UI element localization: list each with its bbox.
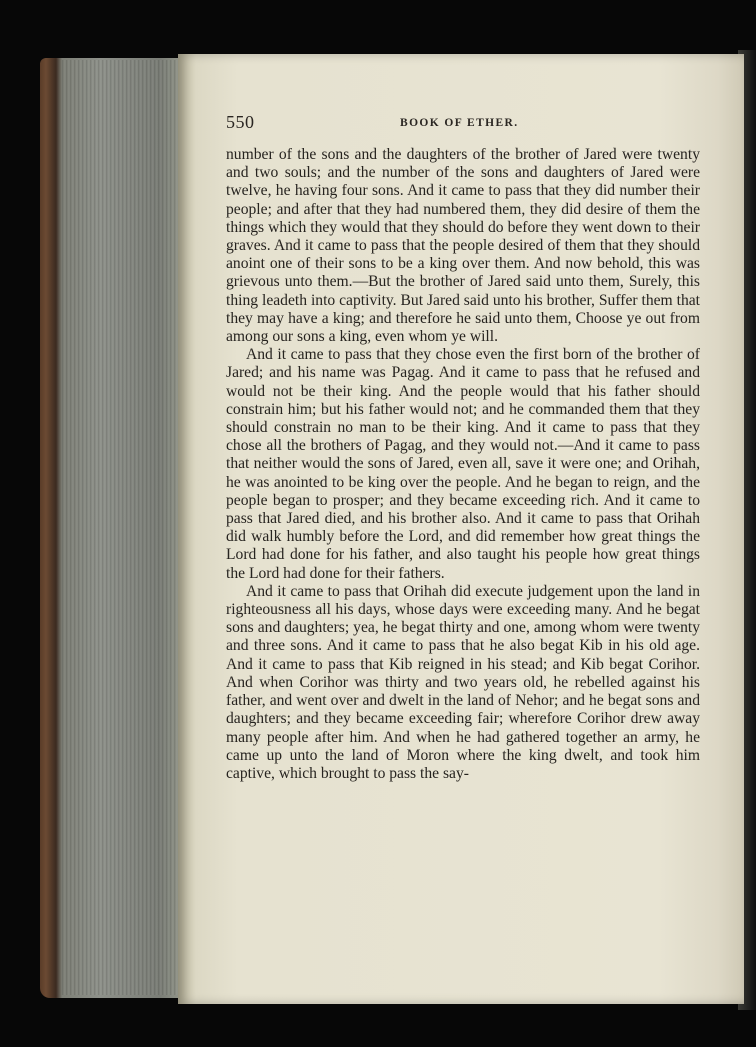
paragraph-1: number of the sons and the daughters of the brother of Jared were twenty and two souls; and the number of the sons and daughters of Jared were twelve, he having four sons. And it came to pass that they did number their people; and after that they had numbered them, they did desire of them the things which they would that they should do before they went down to their graves. And it came to pass that the people desired of them that they should anoint one of their sons to be a king over them. And now behold, this was grievous unto them.—But the brother of Jared said unto them, Surely, this thing leadeth into captivity. But Jared said unto his brother, Suffer them that they may have a king; and therefore he said unto them, Choose ye out from among our sons a king, even whom ye will. (226, 146, 700, 346)
page-edge-texture (62, 60, 182, 995)
paragraph-3: And it came to pass that Orihah did execute judgement upon the land in righteousness all his days, whose days were exceeding many. And he begat sons and daughters; yea, he begat thirty and one, among whom were twenty and three sons. And it came to pass that he also begat Kib in his old age. And it came to pass that Kib reigned in his stead; and Kib begat Corihor. And when Corihor was thirty and two years old, he rebelled against his father, and went over and dwelt in the land of Nehor; and he begat sons and daughters; and they became exceeding fair; wherefore Corihor drew away many people after him. And when he had gathered together an army, he came up unto the land of Moron where the king dwelt, and took him captive, which brought to pass the say- (226, 582, 700, 782)
page-body (226, 146, 700, 783)
page-header (226, 112, 700, 136)
paragraph-2: And it came to pass that they chose even the first born of the brother of Jared; and his name was Pagag. And it came to pass that he refused and would not be their king. And the people would that his father should constrain him; but his father would not; and he commanded them that they should constrain no man to be their king. And it came to pass that they chose all the brothers of Pagag, and they would not.—And it came to pass that neither would the sons of Jared, even all, save it were one; and Orihah, he was anointed to be king over the people. And he began to reign, and the people began to prosper; and they became exceeding rich. And it came to pass that Jared died, and his brother also. And it came to pass that Orihah did walk humbly before the Lord, and did remember how great things the Lord had done for his father, and also taught his people how great things the Lord had done for their fathers. (226, 346, 700, 582)
running-head: BOOK OF ETHER. (400, 117, 519, 129)
page-number: 550 (226, 112, 255, 132)
